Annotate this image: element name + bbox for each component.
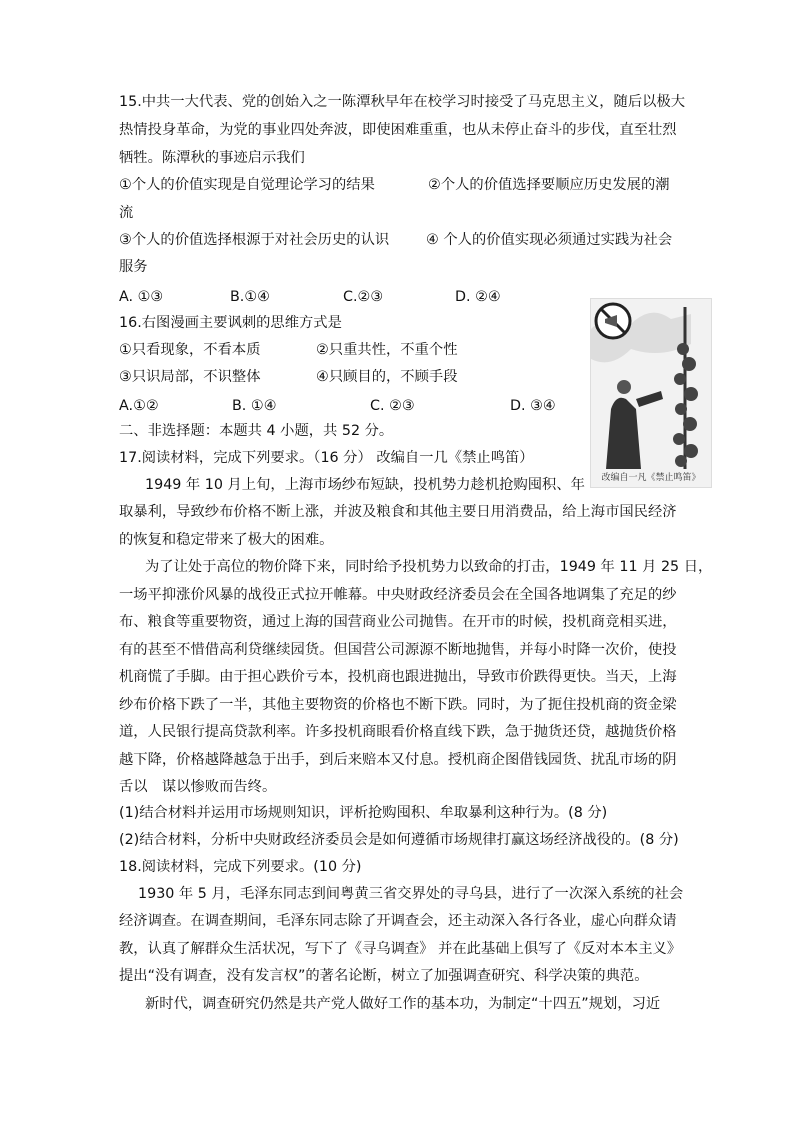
no-horn-cartoon-icon xyxy=(591,299,711,469)
q15-answer-d: D. ②④ xyxy=(455,289,501,305)
q17-subquestion-1: (1)结合材料并运用市场规则知识，评析抢购囤积、牟取暴利这种行为。(8 分) xyxy=(119,805,608,821)
q15-stem-line: 牺牲。陈潭秋的事迹启示我们 xyxy=(119,150,305,166)
q17-material-line: 道，人民银行提高贷款利率。许多投机商眼看价格直线下跌，急于抛货还贷，越抛货价格 xyxy=(119,724,677,740)
q18-material-line: 新时代，调查研究仍然是共产党人做好工作的基本功，为制定“十四五”规划，习近 xyxy=(145,996,661,1012)
q16-answer-c: C. ②③ xyxy=(370,398,415,414)
q15-option-2: ②个人的价值选择要顺应历史发展的潮 xyxy=(428,177,670,193)
q16-answer-b: B. ①④ xyxy=(232,398,277,414)
q16-option-4: ④只顾目的，不顾手段 xyxy=(316,369,458,385)
q17-subquestion-2: (2)结合材料，分析中央财政经济委员会是如何遵循市场规律打赢这场经济战役的。(8 分) xyxy=(119,832,679,848)
q15-stem-line: 热情投身革命，为党的事业四处奔波，即使困难重重，也从未停止奋斗的步伐，直至壮烈 xyxy=(119,122,677,138)
q17-material-line: 越下降，价格越降越急于出手，到后来赔本又付息。授机商企图借钱园货、扰乱市场的阴 xyxy=(119,752,677,768)
q18-material-line: 教，认真了解群众生活状况，写下了《寻乌调查》 并在此基础上俱写了《反对本本主义》 xyxy=(119,941,682,957)
q17-material-line: 舌以 谋以惨败而告终。 xyxy=(119,779,277,795)
q15-option-2-cont: 流 xyxy=(119,205,134,221)
q17-material-line: 机商慌了手脚。由于担心跌价亏本，投机商也跟进抛出，导致市价跌得更快。当天，上海 xyxy=(119,669,677,685)
q16-stem: 16.右图漫画主要讽刺的思维方式是 xyxy=(119,315,342,331)
q17-material-line: 取暴利，导致纱布价格不断上涨，并波及粮食和其他主要日用消费品，给上海市国民经济 xyxy=(119,504,677,520)
q18-material-line: 提出“没有调查，没有发言权”的著名论断，树立了加强调查研究、科学决策的典范。 xyxy=(119,968,649,984)
cartoon-caption: 改编自一凡《禁止鸣笛》 xyxy=(601,473,701,483)
q17-material-line: 纱布价格下跌了一半，其他主要物资的价格也不断下跌。同时，为了扼住投机商的资金梁 xyxy=(119,697,677,713)
q15-answer-a: A. ①③ xyxy=(119,289,164,305)
cartoon-image xyxy=(590,298,712,488)
q18-material-line: 经济调查。在调查期间，毛泽东同志除了开调查会，还主动深入各行各业，虚心向群众请 xyxy=(119,913,677,929)
q16-answer-a: A.①② xyxy=(119,398,159,414)
q15-answer-c: C.②③ xyxy=(343,289,384,305)
q17-material-line: 为了让处于高位的物价降下来，同时给予投机势力以致命的打击，1949 年 11 月 25 日， xyxy=(145,559,713,575)
q17-material-line: 一场平抑涨价风暴的战役正式拉开帷幕。中央财政经济委员会在全国各地调集了充足的纱 xyxy=(119,587,677,603)
q17-stem: 17.阅读材料，完成下列要求。（16 分） 改编自一几《禁止鸣笛） xyxy=(119,450,534,466)
q15-option-1: ①个人的价值实现是自觉理论学习的结果 xyxy=(119,177,375,193)
q16-option-3: ③只识局部，不识整体 xyxy=(119,369,261,385)
q18-stem: 18.阅读材料，完成下列要求。(10 分) xyxy=(119,859,362,875)
q15-option-3: ③个人的价值选择根源于对社会历史的认识 xyxy=(119,232,390,248)
q17-material-line: 有的甚至不惜借高利贷继续园货。但国营公司源源不断地抛售，并每小时降一次价，使投 xyxy=(119,642,677,658)
q15-stem-line: 15.中共一大代表、党的创始入之一陈潭秋早年在校学习时接受了马克思主义，随后以极大 xyxy=(119,94,686,110)
q15-option-4: ④ 个人的价值实现必须通过实践为社会 xyxy=(426,232,673,248)
q15-option-4-cont: 服务 xyxy=(119,259,148,275)
q16-answer-d: D. ③④ xyxy=(510,398,556,414)
q18-material-line: 1930 年 5 月，毛泽东同志到间粤黄三省交界处的寻乌县，进行了一次深入系统的社会 xyxy=(138,886,684,902)
q16-option-1: ①只看现象，不看本质 xyxy=(119,342,261,358)
q15-answer-b: B.①④ xyxy=(230,289,270,305)
q16-option-2: ②只重共性，不重个性 xyxy=(316,342,458,358)
section-2-heading: 二、非选择题：本题共 4 小题，共 52 分。 xyxy=(119,423,394,439)
q17-material-line: 布、粮食等重要物资，通过上海的国营商业公司抛售。在开市的时候，投机商竞相买进， xyxy=(119,614,677,630)
q17-material-line: 的恢复和稳定带来了极大的困难。 xyxy=(119,532,334,548)
q17-material-line: 1949 年 10 月上旬，上海市场纱布短缺，投机势力趁机抢购囤积、年 xyxy=(145,477,585,493)
